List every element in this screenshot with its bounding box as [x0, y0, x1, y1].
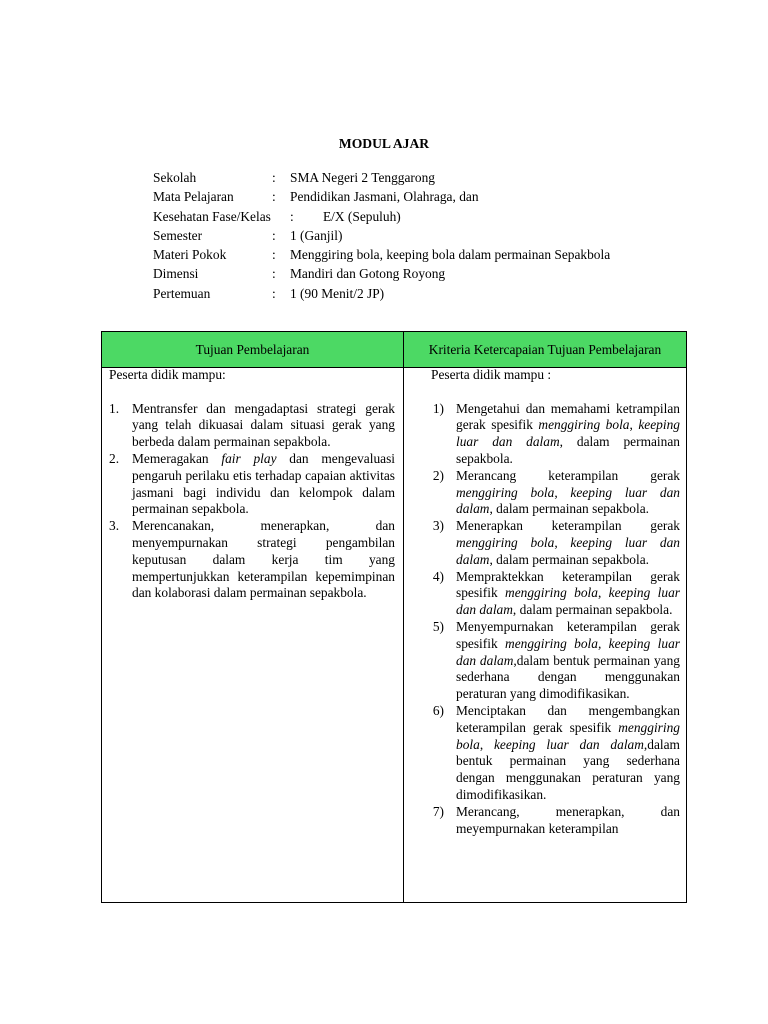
right-list-item: [431, 619, 680, 703]
list-text: dan mengevaluasi pengaruh perilaku etis terhadap capaian aktivitas jasmani bagi individu dan kelompok dalam permainan sepakbola.: [132, 450, 396, 517]
list-text: Merancang, menerapkan, dan meyempurnakan keterampilan: [456, 803, 680, 836]
info-row: [153, 207, 713, 226]
info-label: Kesehatan Fase/Kelas: [153, 208, 271, 224]
list-text: Mentransfer dan mengadaptasi strategi gerak yang telah dikuasai dalam situasi gerak yang berbeda dalam permainan sepakbola.: [132, 400, 395, 450]
list-text: Menciptakan dan mengembangkan keterampilan gerak spesifik: [456, 702, 680, 735]
list-text: Mengetahui dan memahami ketrampilan gerak spesifik: [456, 400, 680, 433]
info-value: Pendidikan Jasmani, Olahraga, dan: [290, 189, 479, 205]
right-list-item: [431, 569, 680, 619]
list-text: ,dalam bentuk permainan yang sederhana dengan menggunakan peraturan yang dimodifikasikan.: [456, 652, 680, 702]
list-text: Mempraktekkan keterampilan gerak spesifik: [456, 568, 680, 601]
info-colon: :: [272, 189, 276, 205]
info-label: Dimensi: [153, 266, 199, 282]
list-number: 7): [432, 803, 444, 819]
info-colon: :: [272, 227, 276, 243]
info-row: [153, 187, 713, 206]
info-row: [153, 245, 713, 264]
list-text: , dalam permainan sepakbola.: [489, 551, 649, 567]
info-value: Mandiri dan Gotong Royong: [290, 266, 446, 282]
info-row: [153, 284, 713, 303]
list-text: Merencanakan, menerapkan, dan menyempurnakan strategi pengambilan keputusan dalam kerja tim yang mempertunjukkan keterampilan kepemimpinan dan kolaborasi dalam permainan sepakbola.: [132, 518, 395, 601]
list-text: ,: [554, 534, 571, 550]
right-list-item: [431, 401, 680, 468]
right-lead-text: Peserta didik mampu :: [431, 367, 552, 382]
right-list-item: [431, 518, 680, 568]
list-text: Menerapkan keterampilan gerak: [456, 518, 680, 534]
info-colon: :: [272, 247, 276, 263]
left-list-item: [109, 518, 395, 602]
list-text: Merancang keterampilan gerak: [456, 467, 680, 483]
info-row: [153, 264, 713, 283]
info-label: Pertemuan: [153, 285, 211, 301]
list-text: ,: [479, 736, 494, 752]
right-list-item: [431, 804, 680, 838]
header-learning-objectives: Tujuan Pembelajaran: [195, 342, 310, 357]
italic-term: menggiring bola, keeping luar dan dalam: [456, 635, 680, 668]
italic-term: keeping luar dan dalam: [456, 534, 680, 567]
italic-term: menggiring bola: [456, 534, 555, 550]
list-text: , dalam permainan sepakbola.: [456, 434, 680, 466]
info-label: Semester: [153, 227, 203, 243]
list-text: ,: [629, 417, 639, 433]
table-header-row: [102, 332, 686, 368]
list-number: 6): [432, 702, 444, 718]
info-value: 1 (90 Menit/2 JP): [290, 285, 385, 301]
italic-term: fair play: [221, 450, 277, 466]
italic-term: menggiring bola: [456, 484, 555, 500]
list-number: 3): [432, 518, 444, 534]
left-list-item: [109, 451, 395, 518]
info-colon: :: [272, 285, 276, 301]
list-text: ,: [554, 484, 571, 500]
italic-term: keeping luar dan dalam: [456, 585, 680, 618]
italic-term: menggiring bola: [456, 719, 680, 752]
list-text: ,: [597, 585, 609, 601]
info-label: Materi Pokok: [153, 247, 227, 263]
list-number: 2): [432, 467, 444, 483]
italic-term: keeping luar dan dalam: [456, 417, 680, 450]
list-number: 4): [432, 568, 444, 584]
info-value: SMA Negeri 2 Tenggarong: [290, 170, 435, 185]
info-label: Sekolah: [153, 170, 197, 185]
info-colon: :: [290, 208, 294, 224]
achievement-criteria-list: [431, 401, 680, 838]
list-number: 3.: [109, 518, 120, 534]
info-label: Mata Pelajaran: [153, 189, 234, 205]
info-colon: :: [272, 266, 276, 282]
learning-objectives-list: [109, 401, 395, 603]
document-title: MODUL AJAR: [338, 136, 430, 151]
list-number: 5): [432, 618, 444, 634]
info-value: Menggiring bola, keeping bola dalam permainan Sepakbola: [290, 247, 611, 263]
learning-objectives-cell: [109, 367, 395, 602]
list-text: , dalam permainan sepakbola.: [512, 602, 673, 618]
header-achievement-criteria: Kriteria Ketercapaian Tujuan Pembelajaran: [428, 342, 662, 357]
italic-term: menggiring bola: [538, 417, 630, 433]
achievement-criteria-cell: [431, 367, 680, 837]
left-lead-text: Peserta didik mampu:: [109, 367, 226, 382]
list-text: ,dalam bentuk permainan yang sederhana dengan menggunakan peraturan yang dimodifikasikan.: [456, 736, 680, 802]
right-list-item: [431, 703, 680, 804]
left-list-item: [109, 401, 395, 451]
info-value: E/X (Sepuluh): [323, 208, 401, 224]
list-number: 1.: [109, 400, 120, 416]
list-number: 2.: [109, 450, 120, 466]
learning-objectives-table: [101, 331, 687, 903]
italic-term: menggiring bola: [505, 585, 598, 601]
list-text: Memeragakan: [132, 450, 222, 466]
info-row: [153, 168, 713, 187]
info-row: [153, 226, 713, 245]
italic-term: keeping luar dan dalam: [493, 736, 644, 752]
info-block: [153, 168, 713, 303]
info-colon: :: [272, 170, 276, 185]
list-text: , dalam permainan sepakbola.: [489, 501, 649, 517]
right-list-item: [431, 468, 680, 518]
italic-term: keeping luar dan dalam: [456, 484, 680, 517]
list-number: 1): [432, 400, 444, 416]
list-text: Menyempurnakan keterampilan gerak spesifik: [456, 618, 680, 651]
info-value: 1 (Ganjil): [290, 227, 343, 243]
